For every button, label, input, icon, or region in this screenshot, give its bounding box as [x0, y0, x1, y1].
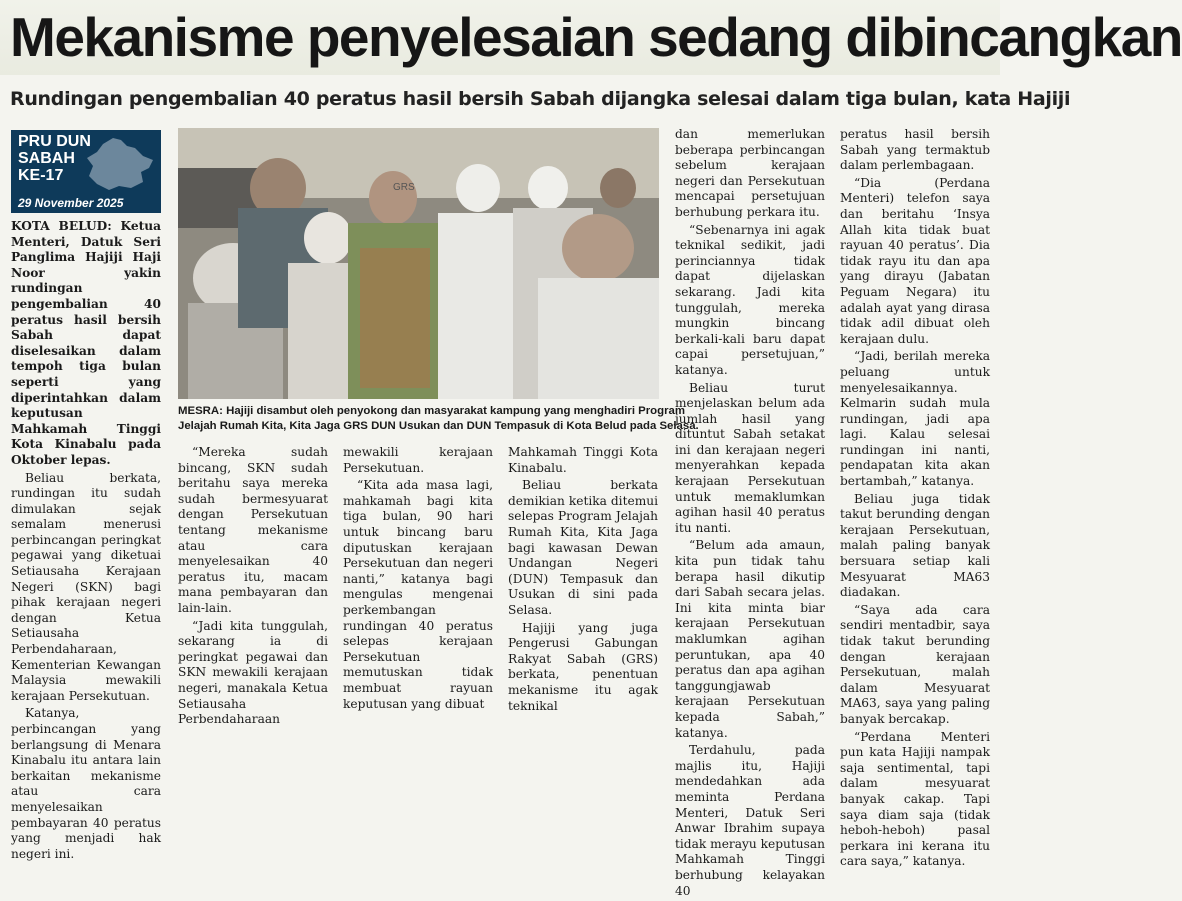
badge-date: 29 November 2025 — [18, 196, 124, 210]
paragraph: “Mereka sudah bincang, SKN sudah beritahu saya mereka sudah bermesyuarat dengan Persekutuan tentang mekanisme atau cara menyelesaikan 40 peratus itu, macam mana pembayaran dan lain-lain. — [178, 445, 328, 615]
badge-line2: SABAH — [18, 150, 75, 167]
lead-paragraph: KOTA BELUD: Ketua Menteri, Datuk Seri Panglima Hajiji Haji Noor yakin rundingan pengembalian 40 peratus hasil bersih Sabah dapat diselesaikan dalam tempoh tiga bulan seperti yang diperintahkan dalam keputusan Mahkamah Tinggi Kota Kinabalu pada Oktober lepas. — [11, 219, 161, 467]
badge-line3: KE-17 — [18, 167, 64, 184]
paragraph: “Perdana Menteri pun kata Hajiji nampak saja sentimental, tapi dalam mesyuarat banyak cakap. Tapi saya diam saja (tidak heboh-heboh) pasal perkara ini kerana itu cara saya,” katanya. — [840, 729, 990, 869]
article-column-3 — [343, 445, 493, 714]
subheadline: Rundingan pengembalian 40 peratus hasil bersih Sabah dijangka selesai dalam tiga bulan, kata Hajiji — [10, 88, 1071, 110]
paragraph: Katanya, perbincangan yang berlangsung di Menara Kinabalu itu antara lain berkaitan mekanisme atau cara menyelesaikan pembayaran 40 peratus yang menjadi hak negeri ini. — [11, 706, 161, 861]
paragraph: dan memerlukan beberapa perbincangan sebelum kerajaan negeri dan Persekutuan mencapai persetujuan berhubung perkara itu. — [675, 127, 825, 219]
paragraph: Terdahulu, pada majlis itu, Hajiji mendedahkan ada meminta Perdana Menteri, Datuk Seri Anwar Ibrahim supaya tidak merayu keputusan Mahkamah Tinggi berhubung kelayakan 40 — [675, 743, 825, 898]
sabah-map-icon — [83, 136, 155, 192]
paragraph: peratus hasil bersih Sabah yang termaktub dalam perlembagaan. — [840, 127, 990, 173]
article-column-2 — [178, 445, 328, 730]
paragraph: “Kita ada masa lagi, mahkamah bagi kita tiga bulan, 90 hari untuk bincang baru diputuskan kerajaan Persekutuan dan negeri nanti,” katanya bagi mengulas mengenai perkembangan rundingan 40 peratus selepas kerajaan Persekutuan memutuskan tidak membuat rayuan keputusan yang dibuat — [343, 478, 493, 711]
paragraph: Beliau turut menjelaskan belum ada jumlah hasil yang dituntut Sabah setakat ini dan kerajaan negeri menyerahkan kepada kerajaan Persekutuan untuk memaklumkan agihan hasil 40 peratus itu nanti. — [675, 380, 825, 535]
crowd-photo-icon — [178, 128, 659, 399]
article-column-6 — [840, 127, 990, 872]
election-badge — [11, 130, 161, 213]
paragraph: “Jadi kita tunggulah, sekarang ia di peringkat pegawai dan SKN mewakili kerajaan negeri, manakala Ketua Setiausaha Perbendaharaan — [178, 618, 328, 727]
paragraph: “Belum ada amaun, kita pun tidak tahu berapa hasil dikutip dari Sabah secara jelas. Ini kita minta biar kerajaan Persekutuan maklumkan agihan peruntukan, apa 40 peratus dan apa agihan tanggungjawab kerajaan Persekutuan kepada Sabah,” katanya. — [675, 538, 825, 740]
article-column-5 — [675, 127, 825, 901]
news-photo — [178, 128, 659, 399]
headline: Mekanisme penyelesaian sedang dibincangkan — [10, 6, 1182, 68]
paragraph: mewakili kerajaan Persekutuan. — [343, 445, 493, 475]
caption-line-2: Jelajah Rumah Kita, Kita Jaga GRS DUN Usukan dan DUN Tempasuk di Kota Belud pada Selasa. — [178, 420, 699, 432]
paragraph: Mahkamah Tinggi Kota Kinabalu. — [508, 445, 658, 475]
photo-caption — [178, 404, 699, 434]
cap-logo: GRS — [393, 182, 415, 193]
paragraph: “Jadi, berilah mereka peluang untuk menyelesaikannya. Kelmarin sudah mula rundingan, jadi apa lagi. Kalau selesai rundingan ini nanti, pendapatan kita akan bertambah,” katanya. — [840, 349, 990, 489]
article-column-4 — [508, 445, 658, 716]
paragraph: Beliau berkata demikian ketika ditemui selepas Program Jelajah Rumah Kita, Kita Jaga bagi kawasan Dewan Undangan Negeri (DUN) Tempasuk dan Usukan di sini pada Selasa. — [508, 478, 658, 617]
paragraph: “Saya ada cara sendiri mentadbir, saya tidak takut berunding dengan kerajaan Persekutuan, malah dalam Mesyuarat MA63, saya yang paling banyak bercakap. — [840, 602, 990, 726]
paragraph: “Sebenarnya ini agak teknikal sedikit, jadi perinciannya tidak dapat dijelaskan sekarang. Jadi kita tunggulah, mereka mungkin bincang berkali-kali baru dapat capai persetujuan,” katanya. — [675, 222, 825, 377]
badge-line1: PRU DUN — [18, 133, 91, 150]
paragraph: Beliau berkata, rundingan itu sudah dimulakan sejak semalam menerusi perbincangan peringkat pegawai yang diketuai Setiausaha Kerajaan Negeri (SKN) bagi pihak kerajaan negeri dengan Ketua Setiausaha Perbendaharaan, Kementerian Kewangan Malaysia mewakili kerajaan Persekutuan. — [11, 470, 161, 703]
article-column-1 — [11, 219, 161, 864]
paragraph: Beliau juga tidak takut berunding dengan kerajaan Persekutuan, malah paling banyak bersuara setiap kali Mesyuarat MA63 diadakan. — [840, 491, 990, 600]
paragraph: “Dia (Perdana Menteri) telefon saya dan beritahu ‘Insya Allah kita tidak buat rayuan 40 peratus’. Dia tidak rayu itu dan apa yang dirayu (Jabatan Peguam Negara) itu adalah ayat yang dirasa tidak adil dibuat oleh kerajaan dulu. — [840, 175, 990, 346]
paragraph: Hajiji yang juga Pengerusi Gabungan Rakyat Sabah (GRS) berkata, penentuan mekanisme itu agak teknikal — [508, 620, 658, 713]
caption-line-1: MESRA: Hajiji disambut oleh penyokong dan masyarakat kampung yang menghadiri Program — [178, 405, 685, 417]
